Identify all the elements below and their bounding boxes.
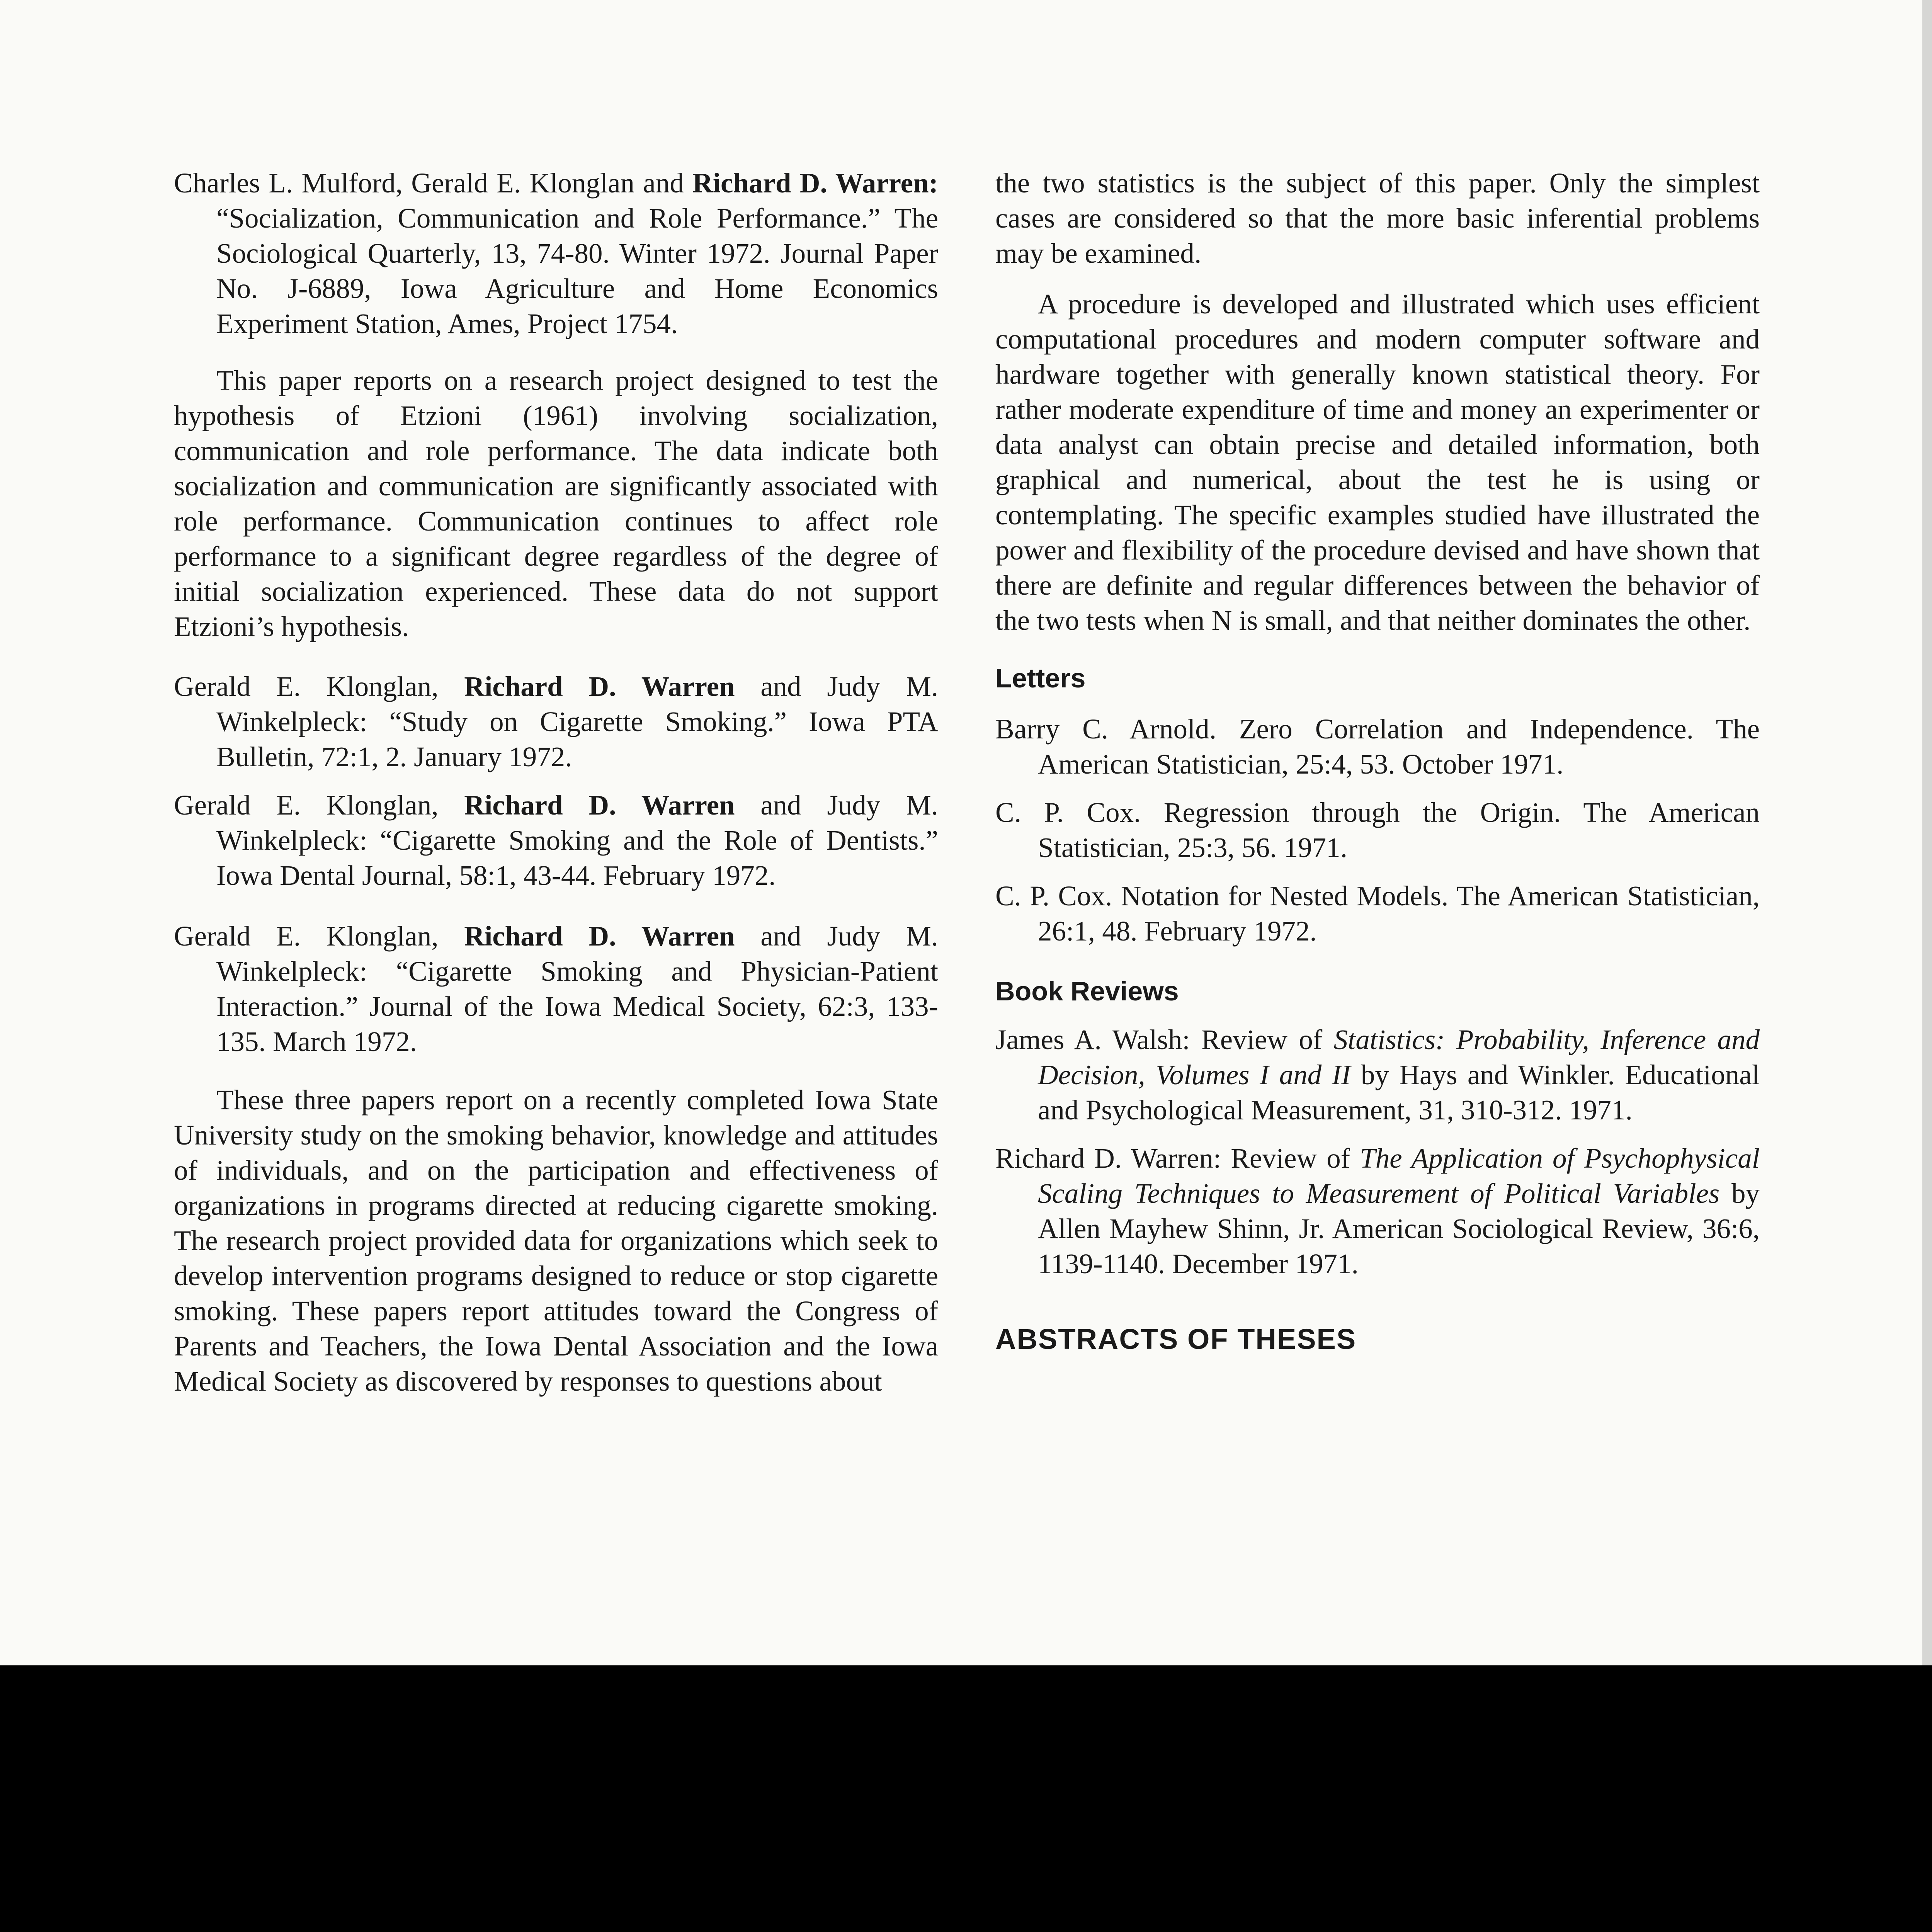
continuation-paragraph: the two statistics is the subject of this paper. Only the simplest cases are considered so that the more basic inferential problems may be examined.	[995, 167, 1760, 269]
citation-text: “Socialization, Communication and Role Performance.” The Sociological Quarterly, 13, 74-80. Winter 1972. Journal Paper No. J-6889, Iowa Agriculture and Home Economics Experiment Station, Ames, Project 1754.	[216, 202, 938, 339]
citation-author-bold: Richard D. Warren	[464, 671, 735, 702]
pta-citation	[174, 669, 938, 774]
review-source: by Allen Mayhew Shinn, Jr. American Sociological Review, 36:6, 1139-1140. December 1971.	[1038, 1178, 1760, 1279]
mulford-citation	[174, 165, 938, 341]
review-book-title: Statistics: Probability, Inference and Decision, Volumes I and II	[1038, 1024, 1760, 1090]
citation-authors: Gerald E. Klonglan,	[174, 920, 464, 952]
procedure-paragraph: A procedure is developed and illustrated which uses efficient computational procedures and modern computer software and hardware together with generally known statistical theory. For rather moderate expenditure of time and money an experimenter or data analyst can obtain precise and detailed information, both graphical and numerical, about the test he is using or contemplating. The specific examples studied have illustrated the power and flexibility of the procedure devised and have shown that there are definite and regular differences between the behavior of the two tests when N is small, and that neither dominates the other.	[995, 288, 1760, 636]
citation-authors: Gerald E. Klonglan,	[174, 671, 464, 702]
citation-text: “Cigarette Smoking and Physician-Patient Interaction.” Journal of the Iowa Medical Society, 62:3, 133-135. March 1972.	[216, 956, 938, 1057]
review-book-title: The Application of Psychophysical Scaling Techniques to Measurement of Political Variables	[1038, 1143, 1760, 1209]
warren-review	[995, 1141, 1760, 1281]
left-column	[174, 165, 938, 1399]
abstracts-of-theses-heading: ABSTRACTS OF THESES	[995, 1323, 1357, 1355]
citation-author-bold: Richard D. Warren	[464, 789, 735, 821]
page-edge	[1922, 0, 1932, 1665]
smoking-abstract: These three papers report on a recently completed Iowa State University study on the smoking behavior, knowledge and attitudes of individuals, and on the participation and effectiveness of organizations in programs directed at reducing cigarette smoking. The research project provided data for organizations which seek to develop intervention programs designed to reduce or stop cigarette smoking. These papers report attitudes toward the Congress of Parents and Teachers, the Iowa Dental Association and the Iowa Medical Society as discovered by responses to questions about	[174, 1084, 938, 1397]
book-reviews-heading: Book Reviews	[995, 976, 1179, 1006]
review-author: James A. Walsh: Review of	[995, 1024, 1334, 1055]
review-source: by Hays and Winkler. Educational and Psychological Measurement, 31, 310-312. 1971.	[1038, 1059, 1760, 1126]
letter-item: Barry C. Arnold. Zero Correlation and Independence. The American Statistician, 25:4, 53. October 1971.	[995, 713, 1760, 780]
citation-authors: Gerald E. Klonglan,	[174, 789, 464, 821]
review-author: Richard D. Warren: Review of	[995, 1143, 1360, 1174]
citation-author-bold: Richard D. Warren:	[692, 167, 938, 199]
citation-authors-rest: and Judy M. Winkelpleck:	[216, 789, 939, 856]
walsh-review	[995, 1022, 1760, 1128]
dentists-citation	[174, 787, 938, 893]
letters-heading: Letters	[995, 663, 1086, 693]
mulford-abstract: This paper reports on a research project designed to test the hypothesis of Etzioni (1961) involving socialization, communication and role performance. The data indicate both socialization and communication are significantly associated with role performance. Communication continues to affect role performance to a significant degree regardless of the degree of initial socialization experienced. These data do not support Etzioni’s hypothesis.	[174, 365, 938, 642]
citation-authors-rest: and Judy M. Winkelpleck:	[216, 671, 939, 737]
letter-item: C. P. Cox. Regression through the Origin. The American Statistician, 25:3, 56. 1971.	[995, 797, 1760, 863]
physician-citation	[174, 918, 938, 1059]
right-column	[995, 165, 1760, 1355]
citation-text: “Study on Cigarette Smoking.” Iowa PTA Bulletin, 72:1, 2. January 1972.	[216, 706, 938, 772]
citation-authors-rest: and Judy M. Winkelpleck:	[216, 920, 939, 987]
citation-authors: Charles L. Mulford, Gerald E. Klonglan and	[174, 167, 692, 199]
letter-item: C. P. Cox. Notation for Nested Models. The American Statistician, 26:1, 48. February 1972.	[995, 880, 1760, 947]
citation-text: “Cigarette Smoking and the Role of Dentists.” Iowa Dental Journal, 58:1, 43-44. February 1972.	[216, 825, 938, 891]
citation-author-bold: Richard D. Warren	[464, 920, 735, 952]
